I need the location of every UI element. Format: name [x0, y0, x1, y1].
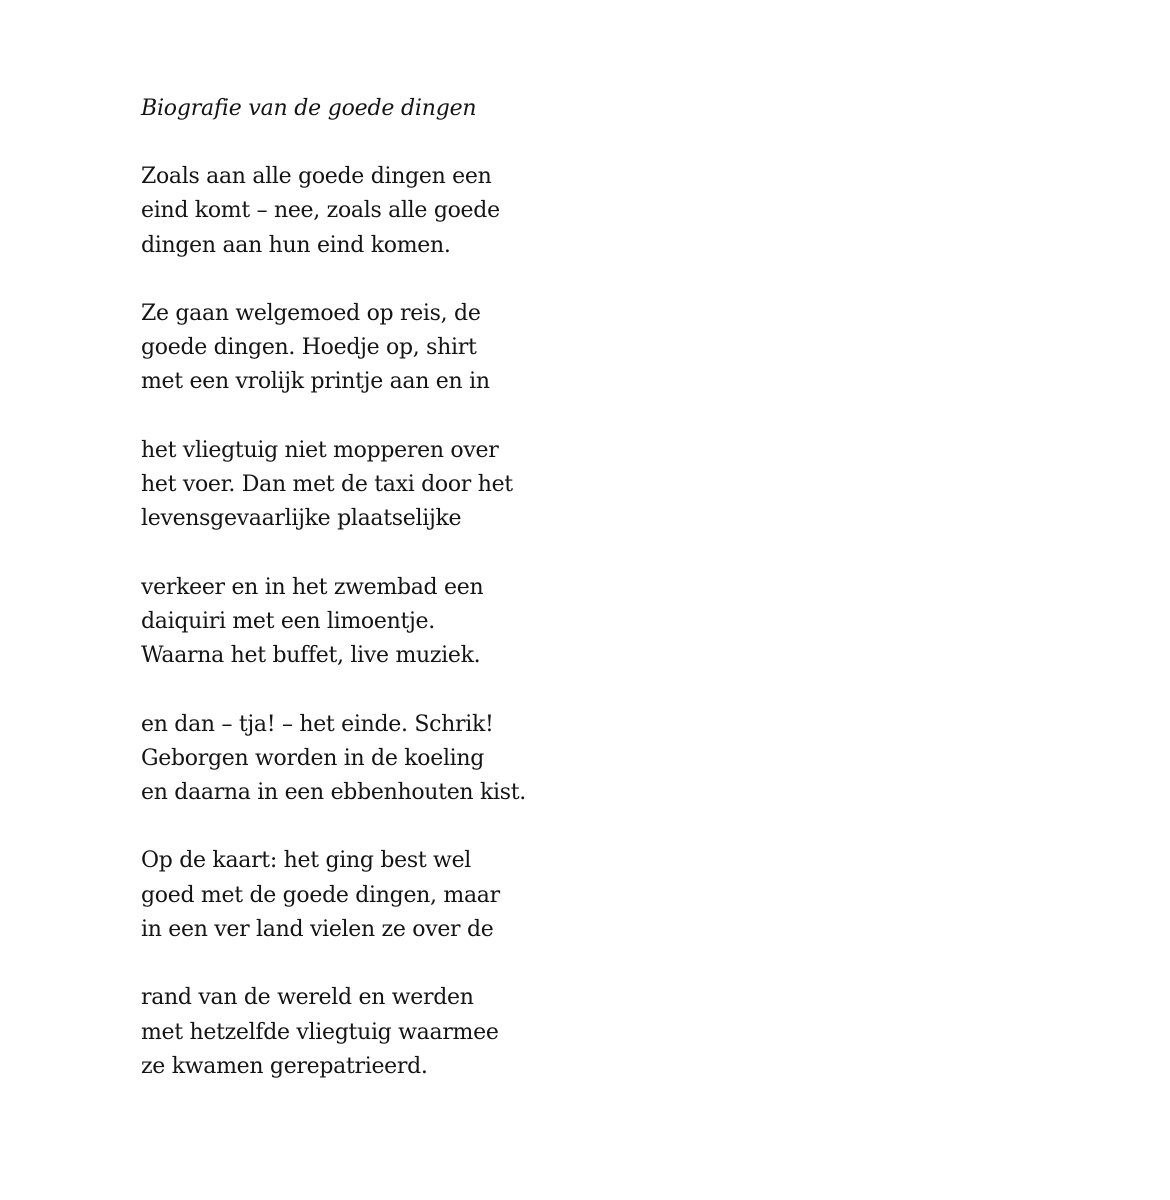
poem-line: Zoals aan alle goede dingen een: [141, 164, 492, 189]
poem-line: rand van de wereld en werden: [141, 985, 474, 1011]
poem-line: in een ver land vielen ze over de: [141, 917, 494, 943]
poem-line: Waarna het buffet, live muziek.: [141, 643, 481, 669]
poem-line: goede dingen. Hoedje op, shirt: [141, 335, 477, 361]
poem-line: daiquiri met een limoentje.: [141, 608, 435, 634]
poem-line: ze kwamen gerepatrieerd.: [141, 1053, 428, 1079]
poem-line: met hetzelfde vliegtuig waarmee: [141, 1019, 499, 1045]
poem-line: goed met de goede dingen, maar: [141, 882, 500, 908]
poem-line: dingen aan hun eind komen.: [141, 232, 451, 258]
stanza: [141, 434, 841, 537]
stanza: [141, 571, 841, 674]
stanza: [141, 297, 841, 400]
poem-line: Op de kaart: het ging best wel: [141, 848, 472, 874]
stanza: [141, 981, 841, 1084]
poem-title: Biografie van de goede dingen: [141, 96, 477, 121]
poem-line: het voer. Dan met de taxi door het: [141, 472, 513, 498]
poem-line: Geborgen worden in de koeling: [141, 745, 485, 771]
poem: [141, 92, 841, 1118]
poem-line: en dan – tja! – het einde. Schrik!: [141, 711, 494, 737]
stanza: [141, 160, 841, 263]
poem-stanzas: [141, 160, 841, 1084]
poem-line: Ze gaan welgemoed op reis, de: [141, 300, 481, 326]
poem-line: verkeer en in het zwembad een: [141, 574, 484, 600]
poem-line: en daarna in een ebbenhouten kist.: [141, 780, 526, 806]
poem-line: het vliegtuig niet mopperen over: [141, 437, 499, 463]
poem-line: met een vrolijk printje aan en in: [141, 369, 490, 395]
poem-line: levensgevaarlijke plaatselijke: [141, 506, 462, 532]
poem-line: eind komt – nee, zoals alle goede: [141, 198, 500, 224]
stanza: [141, 708, 841, 811]
stanza: [141, 844, 841, 947]
